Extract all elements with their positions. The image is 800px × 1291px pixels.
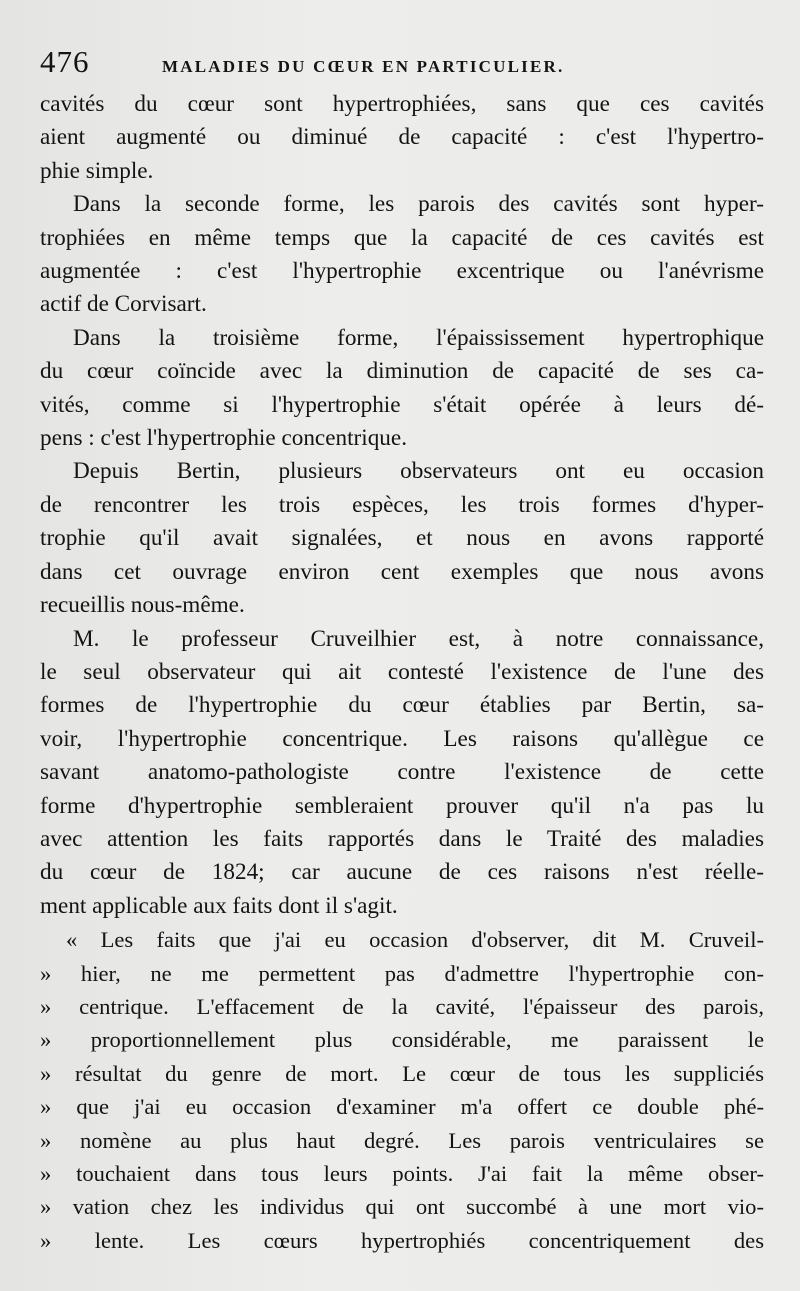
text-line: Dans la seconde forme, les parois des cavités sont hyper- — [73, 191, 764, 218]
text-line: phie simple. — [40, 157, 154, 184]
text-line: » hier, ne me permettent pas d'admettre l'hypertrophie con- — [40, 960, 764, 986]
text-line: augmentée : c'est l'hypertrophie excentrique ou l'anévrisme — [40, 258, 764, 285]
paragraph — [40, 455, 764, 622]
page-header — [40, 44, 764, 84]
text-line: » vation chez les individus qui ont succombé à une mort vio- — [40, 1194, 764, 1220]
text-line: Depuis Bertin, plusieurs observateurs ont eu occasion — [73, 458, 764, 485]
text-line: vités, comme si l'hypertrophie s'était opérée à leurs dé- — [40, 391, 764, 418]
quotation-paragraph — [40, 923, 764, 1257]
text-line: voir, l'hypertrophie concentrique. Les raisons qu'allègue ce — [40, 725, 764, 752]
text-line: » centrique. L'effacement de la cavité, l'épaisseur des parois, — [40, 993, 764, 1019]
text-line: formes de l'hypertrophie du cœur établies par Bertin, sa- — [40, 692, 764, 719]
text-line: du cœur coïncide avec la diminution de capacité de ses ca- — [40, 358, 764, 385]
text-line: trophiées en même temps que la capacité de ces cavités est — [40, 224, 764, 251]
text-line: ment applicable aux faits dont il s'agit. — [40, 892, 398, 919]
text-line: dans cet ouvrage environ cent exemples que nous avons — [40, 558, 764, 585]
text-line: » que j'ai eu occasion d'examiner m'a offert ce double phé- — [40, 1094, 764, 1120]
text-line: M. le professeur Cruveilhier est, à notre connaissance, — [73, 625, 764, 652]
paragraph — [40, 188, 764, 322]
text-line: cavités du cœur sont hypertrophiées, sans que ces cavités — [40, 91, 764, 117]
text-line: recueillis nous-même. — [40, 592, 245, 619]
text-line: » lente. Les cœurs hypertrophiés concentriquement des — [40, 1227, 764, 1253]
paragraph — [40, 623, 764, 924]
text-line: de rencontrer les trois espèces, les trois formes d'hyper- — [40, 491, 764, 518]
text-line: » résultat du genre de mort. Le cœur de tous les suppliciés — [40, 1060, 764, 1086]
text-line: avec attention les faits rapportés dans le Traité des maladies — [40, 825, 764, 852]
body-text — [40, 88, 764, 1257]
text-line: du cœur de 1824; car aucune de ces raisons n'est réelle- — [40, 859, 764, 886]
paragraph — [40, 322, 764, 456]
text-line: aient augmenté ou diminué de capacité : c'est l'hypertro- — [40, 124, 764, 151]
text-line: Dans la troisième forme, l'épaississement hypertrophique — [73, 324, 764, 351]
text-line: forme d'hypertrophie sembleraient prouver qu'il n'a pas lu — [40, 792, 764, 819]
text-line: « Les faits que j'ai eu occasion d'observer, dit M. Cruveil- — [66, 927, 764, 953]
text-line: pens : c'est l'hypertrophie concentrique. — [40, 425, 407, 452]
text-line: » proportionnellement plus considérable, me paraissent le — [40, 1027, 764, 1053]
text-line: » nomène au plus haut degré. Les parois ventriculaires se — [40, 1127, 764, 1153]
page-number: 476 — [40, 44, 90, 79]
paragraph — [40, 88, 764, 188]
text-line: » touchaient dans tous leurs points. J'ai fait la même obser- — [40, 1161, 764, 1186]
text-line: actif de Corvisart. — [40, 291, 207, 318]
running-title: MALADIES DU CŒUR EN PARTICULIER. — [162, 57, 565, 76]
text-line: le seul observateur qui ait contesté l'existence de l'une des — [40, 658, 764, 685]
text-line: savant anatomo-pathologiste contre l'existence de cette — [40, 759, 764, 786]
text-line: trophie qu'il avait signalées, et nous en avons rapporté — [40, 525, 764, 552]
